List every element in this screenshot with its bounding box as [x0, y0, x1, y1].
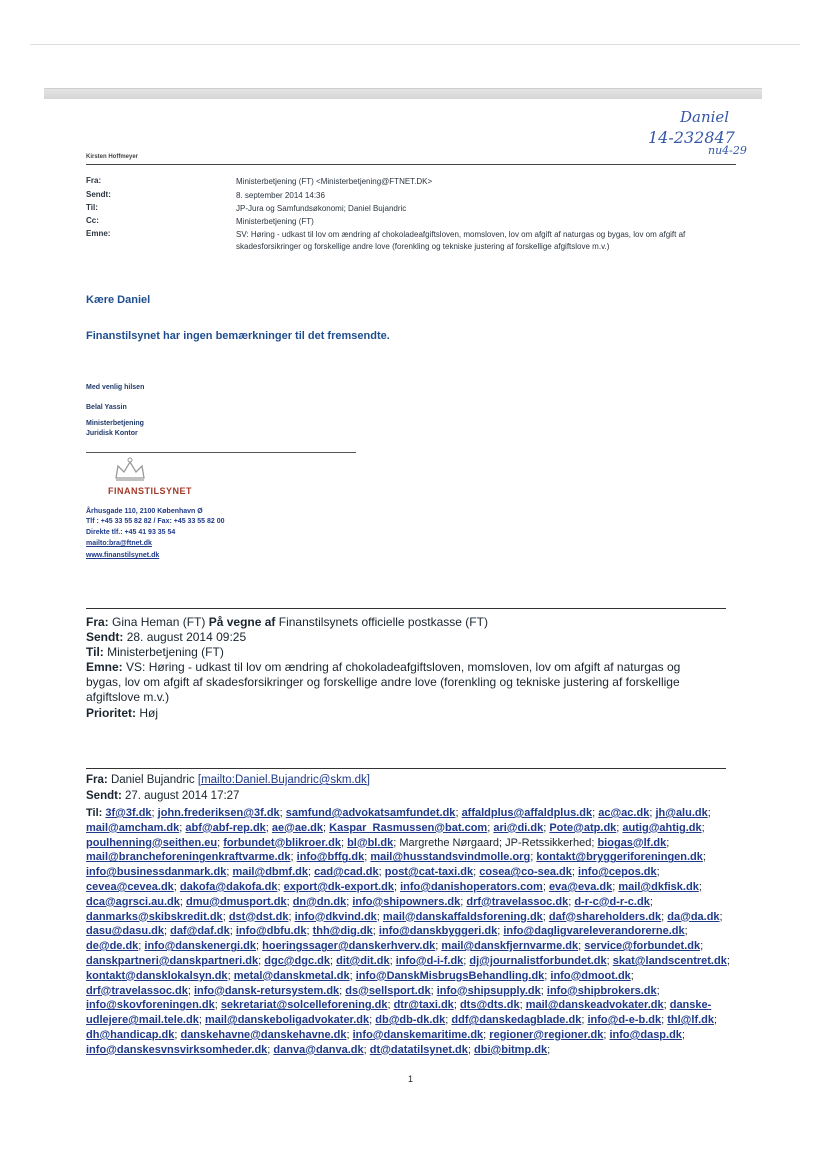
recipient-item[interactable]: 3f@3f.dk — [105, 807, 152, 819]
recipient-item[interactable]: info@danskesvnsvirksomheder.dk — [86, 1043, 268, 1056]
recipient-item[interactable]: mail@danskaffaldsforening.dk — [382, 910, 543, 923]
recipient-item[interactable]: info@dkvind.dk — [294, 910, 377, 923]
handwritten-note-2: 14-232847 — [648, 128, 735, 147]
recipient-item[interactable]: dbi@bitmp.dk — [474, 1043, 548, 1056]
recipient-item[interactable]: info@DanskMisbrugsBehandling.dk — [355, 969, 545, 982]
recipient-item[interactable]: info@dbfu.dk — [235, 925, 307, 938]
email3-to-label: Til: — [86, 807, 103, 819]
recipient-item[interactable]: danmarks@skibskredit.dk — [86, 910, 223, 923]
recipient-item[interactable]: dasu@dasu.dk — [86, 925, 164, 938]
crown-icon — [112, 456, 148, 482]
sender-rule — [86, 164, 736, 165]
recipient-item[interactable]: mail@dkfisk.dk — [618, 880, 699, 893]
recipient-list: Til: 3f@3f.dk; john.frederiksen@3f.dk; samfund@advokatsamfundet.dk; affaldplus@affaldplus.dk; ac@ac.dk; jh@alu.dk; mail@amcham.dk; abf@abf-rep.dk; ae@ae.dk; Kaspar_Rasmussen@bat.com; ari@di.dk; Pote@atp.dk; autig@ahtig.dk; poulhenning@seithen.eu; forbundet@blikroer.dk; bl@bl.dk; Margrethe Nørgaard; JP-Retssikkerhed; biogas@lf.dk; mail@brancheforeningenkraftvarme.dk; info@bffg.dk; mail@husstandsvindmolle.org; kontakt@bryggeriforeningen.dk; info@businessdanmark.dk; mail@dbmf.dk; cad@cad.dk; post@cat-taxi.dk; cosea@co-sea.dk; info@cepos.dk; cevea@cevea.dk; dakofa@dakofa.dk; export@dk-export.dk; info@danishoperators.com; eva@eva.dk; mail@dkfisk.dk; dca@agrsci.au.dk; dmu@dmusport.dk; dn@dn.dk; info@shipowners.dk; drf@travelassoc.dk; d-r-c@d-r-c.dk; danmarks@skibskredit.dk; dst@dst.dk; info@dkvind.dk; mail@danskaffaldsforening.dk; daf@shareholders.dk; da@da.dk; dasu@dasu.dk; daf@daf.dk; info@dbfu.dk; thh@dig.dk; info@danskbyggeri.dk; info@dagligvareleverandorerne.dk; de@de.dk; info@danskenergi.dk; hoeringssager@danskerhverv.dk; mail@danskfjernvarme.dk; service@forbundet.dk; danskpartneri@danskpartneri.dk; dgc@dgc.dk; dit@dit.dk; info@d-i-f.dk; dj@journalistforbundet.dk; skat@landscentret.dk; kontakt@dansklokalsyn.dk; metal@danskmetal.dk; info@DanskMisbrugsBehandling.dk; info@dmoot.dk; drf@travelassoc.dk; info@dansk-retursystem.dk; ds@sellsport.dk; info@shipsupply.dk; info@shipbrokers.dk; info@skovforeningen.dk; sekretariat@solcelleforening.dk; dtr@taxi.dk; dts@dts.dk; mail@danskeadvokater.dk; danske-udlejere@mail.tele.dk; mail@danskeboligadvokater.dk; db@db-dk.dk; ddf@danskedagblade.dk; info@d-e-b.dk; thl@lf.dk; dh@handicap.dk; danskehavne@danskehavne.dk; info@danskemaritime.dk; regioner@regioner.dk; info@dasp.dk; info@danskesvnsvirksomheder.dk; danva@danva.dk; dt@datatilsynet.dk; dbi@bitmp.dk; — [86, 807, 730, 1056]
recipient-item[interactable]: ds@sellsport.dk — [345, 984, 431, 997]
recipient-item[interactable]: info@d-i-f.dk — [395, 954, 464, 967]
email2-sent: Sendt: 28. august 2014 09:25 — [86, 630, 247, 644]
recipient-item[interactable]: de@de.dk — [86, 940, 139, 953]
recipient-item[interactable]: mail@danskfjernvarme.dk — [441, 940, 579, 953]
recipient-item[interactable]: poulhenning@seithen.eu — [86, 836, 218, 849]
recipient-item[interactable]: abf@abf-rep.dk — [185, 821, 266, 834]
recipient-item[interactable]: info@danskenergi.dk — [144, 940, 257, 953]
recipient-item[interactable]: info@danishoperators.com — [400, 880, 543, 893]
recipient-item[interactable]: dtr@taxi.dk — [393, 999, 454, 1012]
recipient-item[interactable]: jh@alu.dk — [655, 807, 708, 819]
recipient-item[interactable]: kontakt@bryggeriforeningen.dk — [536, 851, 703, 864]
signature-name: Belal Yassin — [86, 404, 127, 411]
recipient-item[interactable]: info@skovforeningen.dk — [86, 999, 215, 1012]
recipient-item[interactable]: dmu@dmusport.dk — [186, 895, 287, 908]
address: Århusgade 110, 2100 København Ø — [86, 508, 203, 515]
header-band — [44, 88, 762, 99]
recipient-item[interactable]: info@cepos.dk — [578, 866, 657, 879]
sent-label: Sendt: — [86, 190, 111, 199]
handwritten-note-1: Daniel — [680, 108, 730, 126]
recipient-item[interactable]: mail@amcham.dk — [86, 821, 180, 834]
recipient-item[interactable]: skat@landscentret.dk — [612, 954, 727, 967]
handwritten-note-3: nu4-29 — [708, 144, 747, 157]
email2-subject-2: bygas, lov om afgift af skadesforsikringer og forskellige andre love (forenkling og tekniske justering af forskellige — [86, 675, 680, 689]
recipient-item[interactable]: danva@danva.dk — [273, 1043, 364, 1056]
recipient-item[interactable]: info@dagligvareleverandorerne.dk — [503, 925, 685, 938]
recipient-item[interactable]: info@dasp.dk — [609, 1028, 682, 1041]
recipient-item: Margrethe Nørgaard; JP-Retssikkerhed — [399, 836, 592, 849]
recipient-item[interactable]: cevea@cevea.dk — [86, 880, 174, 893]
signature-rule — [86, 452, 356, 453]
recipient-item[interactable]: kontakt@dansklokalsyn.dk — [86, 969, 228, 982]
recipient-item[interactable]: daf@shareholders.dk — [548, 910, 662, 923]
email2-subject-3: afgiftslove m.v.) — [86, 690, 170, 704]
recipient-item[interactable]: export@dk-export.dk — [283, 880, 394, 893]
email3-from: Fra: Daniel Bujandric [mailto:Daniel.Bujandric@skm.dk] — [86, 774, 370, 786]
recipient-item[interactable]: danskehavne@danskehavne.dk — [180, 1028, 347, 1041]
from-label: Fra: — [86, 176, 102, 185]
closing: Med venlig hilsen — [86, 384, 145, 391]
subject-label: Emne: — [86, 229, 111, 238]
recipient-item[interactable]: ae@ae.dk — [271, 821, 324, 834]
recipient-item[interactable]: drf@travelassoc.dk — [466, 895, 569, 908]
direct-phone: Direkte tlf.: +45 41 93 35 54 — [86, 529, 176, 536]
recipient-item[interactable]: dj@journalistforbundet.dk — [469, 954, 607, 967]
recipient-item[interactable]: metal@danskmetal.dk — [233, 969, 350, 982]
recipient-item[interactable]: da@da.dk — [667, 910, 720, 923]
top-rule — [30, 44, 800, 45]
recipient-item[interactable]: thl@lf.dk — [667, 1014, 715, 1027]
recipient-item[interactable]: post@cat-taxi.dk — [384, 866, 474, 879]
recipient-item[interactable]: eva@eva.dk — [548, 880, 613, 893]
recipient-item[interactable]: dca@agrsci.au.dk — [86, 895, 180, 908]
recipient-item[interactable]: forbundet@blikroer.dk — [223, 836, 341, 849]
recipient-item[interactable]: cosea@co-sea.dk — [479, 866, 572, 879]
recipient-item[interactable]: Pote@atp.dk — [549, 821, 617, 834]
email2-priority: Prioritet: Høj — [86, 706, 159, 720]
recipient-item[interactable]: mail@husstandsvindmolle.org — [370, 851, 531, 864]
cc-value: Ministerbetjening (FT) — [236, 217, 314, 226]
greeting: Kære Daniel — [86, 294, 151, 306]
recipient-item[interactable]: info@shipbrokers.dk — [546, 984, 657, 997]
recipient-item[interactable]: info@danskbyggeri.dk — [378, 925, 498, 938]
recipient-item[interactable]: info@shipowners.dk — [352, 895, 461, 908]
recipient-item[interactable]: thh@dig.dk — [312, 925, 373, 938]
email3-from-link[interactable]: [mailto:Daniel.Bujandric@skm.dk] — [197, 774, 370, 786]
recipient-item[interactable]: db@db-dk.dk — [375, 1014, 446, 1027]
recipient-item[interactable]: hoeringssager@danskerhverv.dk — [262, 940, 436, 953]
recipient-item[interactable]: dst@dst.dk — [228, 910, 289, 923]
recipient-item[interactable]: ari@di.dk — [493, 821, 544, 834]
recipient-item[interactable]: samfund@advokatsamfundet.dk — [285, 807, 456, 819]
recipient-item[interactable]: info@businessdanmark.dk — [86, 866, 227, 879]
to-label: Til: — [86, 203, 98, 212]
email3-sent: Sendt: 27. august 2014 17:27 — [86, 790, 240, 802]
recipient-item[interactable]: info@d-e-b.dk — [587, 1014, 662, 1027]
recipient-item[interactable]: dgc@dgc.dk — [264, 954, 330, 967]
body-text: Finanstilsynet har ingen bemærkninger til det fremsendte. — [86, 330, 390, 342]
recipient-item[interactable]: dh@handicap.dk — [86, 1028, 175, 1041]
recipient-item[interactable]: sekretariat@solcelleforening.dk — [220, 999, 388, 1012]
recipient-item[interactable]: dn@dn.dk — [292, 895, 347, 908]
subject-value: SV: Høring - udkast til lov om ændring af chokoladeafgiftsloven, momsloven, lov om afgift af naturgas og bygas, lov om afgift af skadesforsikringer og forskellige andre love (forenkling og tekniske justering af forskellige afgiftslove m.v.) — [236, 230, 686, 251]
recipient-item[interactable]: d-r-c@d-r-c.dk — [574, 895, 650, 908]
from-value: Ministerbetjening (FT) <Ministerbetjening@FTNET.DK> — [236, 177, 433, 186]
email2-to: Til: Ministerbetjening (FT) — [86, 645, 224, 659]
email3-rule — [86, 768, 726, 769]
recipient-item[interactable]: bl@bl.dk — [347, 836, 394, 849]
recipient-item[interactable]: biogas@lf.dk — [597, 836, 667, 849]
recipient-item[interactable]: autig@ahtig.dk — [622, 821, 702, 834]
recipient-item[interactable]: cad@cad.dk — [314, 866, 379, 879]
email2-rule — [86, 608, 726, 609]
recipient-item[interactable]: affaldplus@affaldplus.dk — [461, 807, 593, 819]
recipient-item[interactable]: mail@brancheforeningenkraftvarme.dk — [86, 851, 291, 864]
sent-value: 8. september 2014 14:36 — [236, 191, 325, 200]
recipient-item[interactable]: mail@dbmf.dk — [232, 866, 308, 879]
recipient-item[interactable]: mail@danskeboligadvokater.dk — [204, 1014, 370, 1027]
recipient-item[interactable]: danskpartneri@danskpartneri.dk — [86, 954, 259, 967]
mail-link[interactable]: mailto:bra@ftnet.dk — [86, 540, 152, 547]
recipient-item[interactable]: Kaspar_Rasmussen@bat.com — [329, 821, 488, 834]
recipient-item[interactable]: daf@daf.dk — [170, 925, 230, 938]
email2-subject-1: Emne: VS: Høring - udkast til lov om ændring af chokoladeafgiftsloven, momsloven, lov om afgift af naturgas og — [86, 660, 681, 674]
cc-label: Cc: — [86, 216, 99, 225]
to-value: JP-Jura og Samfundsøkonomi; Daniel Bujandric — [236, 204, 407, 213]
recipient-item[interactable]: info@shipsupply.dk — [436, 984, 541, 997]
recipient-item[interactable]: john.frederiksen@3f.dk — [157, 807, 280, 819]
recipient-item[interactable]: drf@travelassoc.dk — [86, 984, 188, 997]
finanstilsynet-logo: FINANSTILSYNET — [108, 486, 193, 496]
recipient-item[interactable]: dit@dit.dk — [336, 954, 390, 967]
recipient-item[interactable]: dts@dts.dk — [459, 999, 520, 1012]
page-number: 1 — [408, 1074, 414, 1084]
email2-from: Fra: Gina Heman (FT) På vegne af Finanstilsynets officielle postkasse (FT) — [86, 615, 488, 629]
signature-dept-1: Ministerbetjening — [86, 420, 144, 427]
recipient-item[interactable]: info@bffg.dk — [296, 851, 365, 864]
recipient-item[interactable]: info@dmoot.dk — [550, 969, 631, 982]
recipient-item[interactable]: regioner@regioner.dk — [489, 1028, 604, 1041]
recipient-item[interactable]: mail@danskeadvokater.dk — [525, 999, 664, 1012]
phone: Tlf : +45 33 55 82 82 / Fax: +45 33 55 82 00 — [86, 518, 225, 525]
web-link[interactable]: www.finanstilsynet.dk — [86, 552, 160, 559]
recipient-item[interactable]: ac@ac.dk — [598, 807, 650, 819]
recipient-item[interactable]: dakofa@dakofa.dk — [179, 880, 278, 893]
recipient-item[interactable]: dt@datatilsynet.dk — [369, 1043, 468, 1056]
recipient-item[interactable]: info@danskemaritime.dk — [352, 1028, 484, 1041]
recipient-item[interactable]: service@forbundet.dk — [584, 940, 701, 953]
signature-dept-2: Juridisk Kontor — [86, 430, 138, 437]
recipient-item[interactable]: danske-udlejere@mail.tele.dk — [86, 999, 712, 1027]
recipient-item[interactable]: info@dansk-retursystem.dk — [193, 984, 340, 997]
mail-owner-name: Kirsten Hoffmeyer — [86, 154, 139, 160]
recipient-item[interactable]: ddf@danskedagblade.dk — [451, 1014, 582, 1027]
